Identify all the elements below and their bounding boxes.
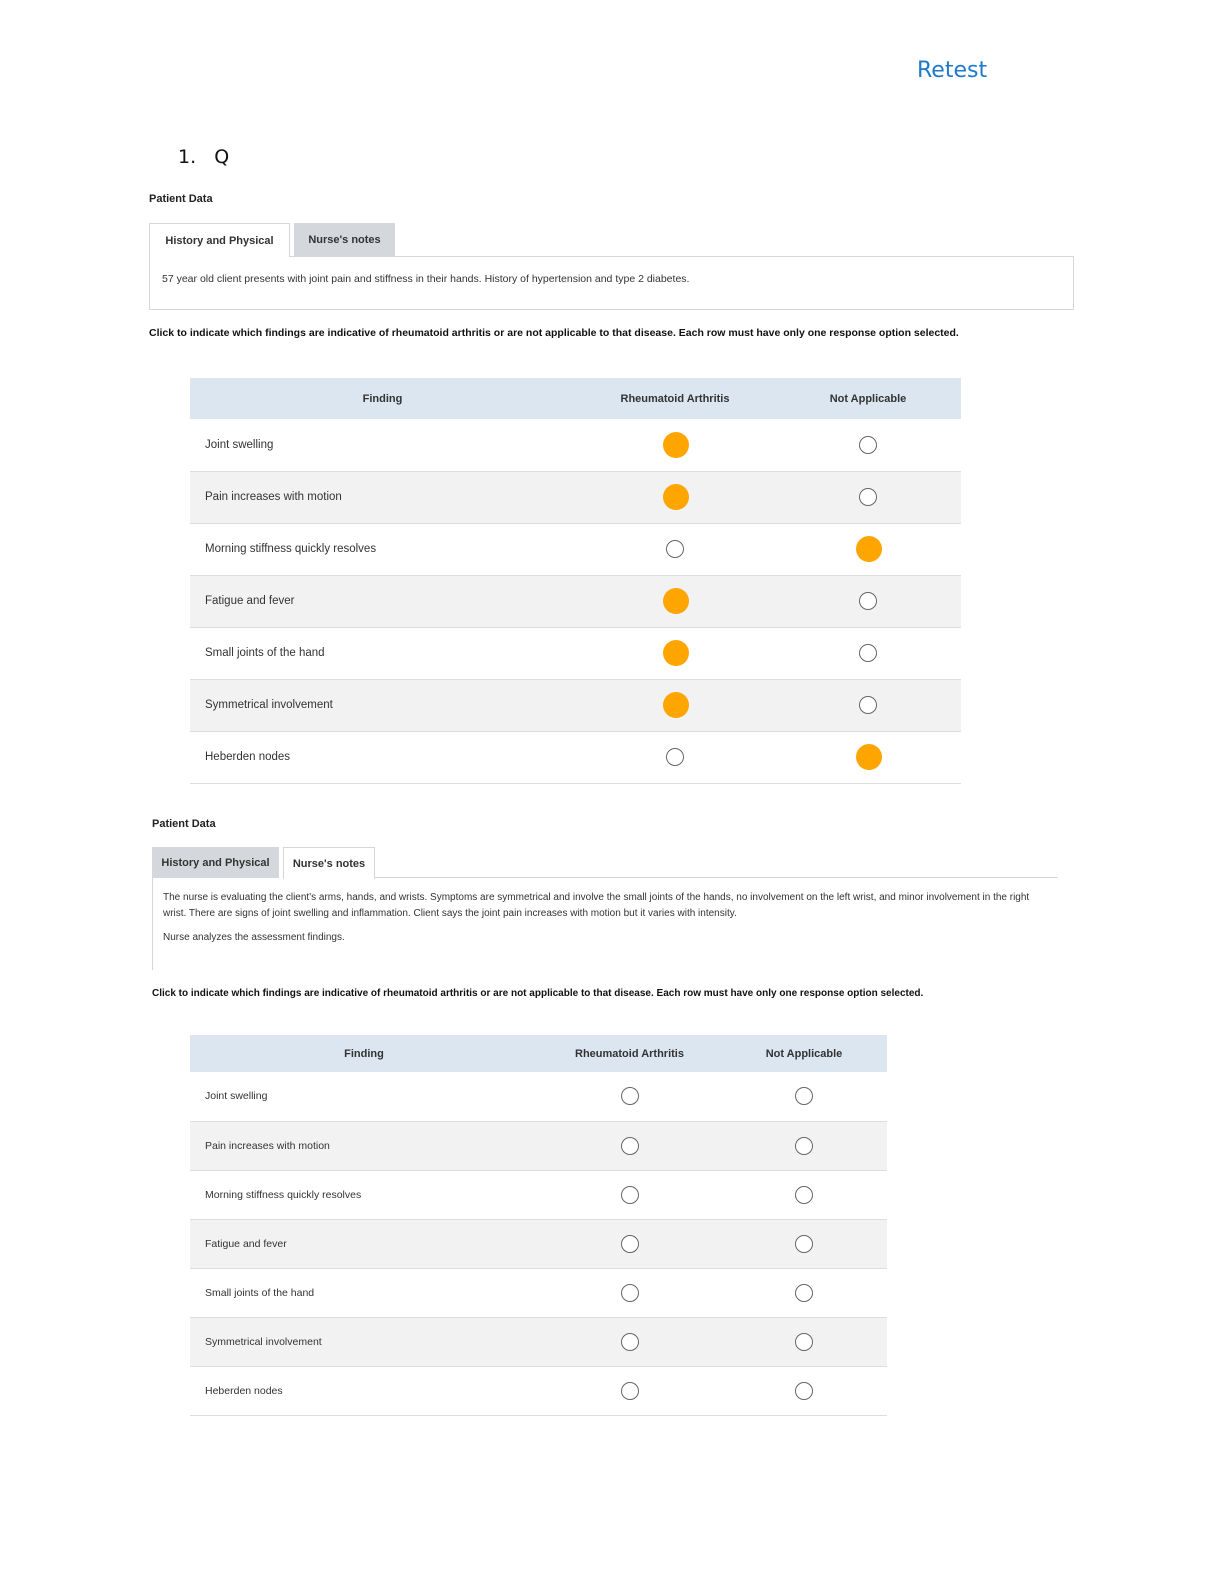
not-applicable-radio[interactable]: [795, 1284, 813, 1302]
not-applicable-radio[interactable]: [859, 696, 877, 714]
rheumatoid-arthritis-radio[interactable]: [666, 644, 684, 662]
nurses-notes-text: The nurse is evaluating the client's arms, hands, and wrists. Symptoms are symmetrical and involve the small joints of the hands, no involvement on the left wrist, and minor involvement in the right wrist. There are signs of joint swelling and inflammation. Client says the joint pain increases with motion but it varies with intensity.: [163, 892, 1030, 919]
selected-marker: [663, 692, 689, 718]
finding-label-heberden-nodes: Heberden nodes: [190, 731, 575, 783]
option-cell: [575, 679, 775, 731]
finding-label-pain-increases-with-motion: Pain increases with motion: [190, 471, 575, 523]
finding-label-morning-stiffness-quickly-resolves: Morning stiffness quickly resolves: [190, 523, 575, 575]
option-cell: [775, 679, 961, 731]
option-cell: [721, 1219, 887, 1268]
option-cell: [721, 1268, 887, 1317]
option-cell: [775, 627, 961, 679]
option-cell: [721, 1072, 887, 1121]
not-applicable-radio[interactable]: [859, 540, 877, 558]
option-cell: [538, 1219, 721, 1268]
option-cell: [575, 575, 775, 627]
option-cell: [721, 1366, 887, 1415]
not-applicable-radio[interactable]: [795, 1137, 813, 1155]
patient-data-panel: [149, 256, 1074, 310]
table-row: [190, 1072, 887, 1121]
table-row: [190, 575, 961, 627]
patient-data-title: Patient Data: [149, 193, 213, 205]
header-finding: Finding: [190, 378, 575, 419]
option-cell: [538, 1072, 721, 1121]
option-cell: [721, 1121, 887, 1170]
option-cell: [575, 523, 775, 575]
option-cell: [575, 419, 775, 471]
header-rheumatoid-arthritis: Rheumatoid Arthritis: [538, 1035, 721, 1072]
rheumatoid-arthritis-radio[interactable]: [666, 540, 684, 558]
finding-label-small-joints-of-the-hand: Small joints of the hand: [190, 1268, 538, 1317]
instruction-text: Click to indicate which findings are indicative of rheumatoid arthritis or are not applicable to that disease. Each row must have only one response option selected.: [149, 327, 959, 339]
tab-history-and-physical[interactable]: History and Physical: [149, 223, 290, 257]
not-applicable-radio[interactable]: [859, 644, 877, 662]
header-rheumatoid-arthritis: Rheumatoid Arthritis: [575, 378, 775, 419]
findings-matrix: [190, 378, 961, 784]
not-applicable-radio[interactable]: [795, 1382, 813, 1400]
rheumatoid-arthritis-radio[interactable]: [666, 748, 684, 766]
finding-label-joint-swelling: Joint swelling: [190, 1072, 538, 1121]
retest-link[interactable]: Retest: [917, 58, 988, 83]
rheumatoid-arthritis-radio[interactable]: [621, 1382, 639, 1400]
option-cell: [775, 471, 961, 523]
rheumatoid-arthritis-radio[interactable]: [666, 436, 684, 454]
not-applicable-radio[interactable]: [795, 1186, 813, 1204]
not-applicable-radio[interactable]: [859, 488, 877, 506]
history-text: 57 year old client presents with joint pain and stiffness in their hands. History of hypertension and type 2 diabetes.: [162, 273, 690, 285]
selected-marker: [663, 640, 689, 666]
option-cell: [775, 731, 961, 783]
not-applicable-radio[interactable]: [859, 592, 877, 610]
table-row: [190, 419, 961, 471]
selected-marker: [856, 536, 882, 562]
table-row: [190, 679, 961, 731]
rheumatoid-arthritis-radio[interactable]: [666, 696, 684, 714]
rheumatoid-arthritis-radio[interactable]: [621, 1087, 639, 1105]
rheumatoid-arthritis-radio[interactable]: [621, 1235, 639, 1253]
rheumatoid-arthritis-radio[interactable]: [666, 592, 684, 610]
not-applicable-radio[interactable]: [795, 1333, 813, 1351]
question-number: 1.: [178, 146, 197, 168]
finding-label-symmetrical-involvement: Symmetrical involvement: [190, 1317, 538, 1366]
selected-marker: [663, 432, 689, 458]
option-cell: [775, 523, 961, 575]
table-row: [190, 1121, 887, 1170]
instruction-text: Click to indicate which findings are indicative of rheumatoid arthritis or are not applicable to that disease. Each row must have only one response option selected.: [152, 988, 924, 999]
patient-data-panel: [152, 878, 1058, 970]
option-cell: [538, 1170, 721, 1219]
rheumatoid-arthritis-radio[interactable]: [621, 1333, 639, 1351]
table-row: [190, 1366, 887, 1415]
patient-data-title: Patient Data: [152, 818, 216, 830]
option-cell: [775, 575, 961, 627]
finding-label-fatigue-and-fever: Fatigue and fever: [190, 1219, 538, 1268]
table-row: [190, 1268, 887, 1317]
selected-marker: [856, 744, 882, 770]
question-heading: [178, 146, 229, 168]
option-cell: [721, 1170, 887, 1219]
rheumatoid-arthritis-radio[interactable]: [621, 1186, 639, 1204]
table-row: [190, 627, 961, 679]
option-cell: [538, 1317, 721, 1366]
option-cell: [575, 471, 775, 523]
header-finding: Finding: [190, 1035, 538, 1072]
not-applicable-radio[interactable]: [859, 436, 877, 454]
table-row: [190, 523, 961, 575]
question-letter: Q: [214, 146, 230, 168]
finding-label-symmetrical-involvement: Symmetrical involvement: [190, 679, 575, 731]
finding-label-fatigue-and-fever: Fatigue and fever: [190, 575, 575, 627]
table-row: [190, 731, 961, 783]
option-cell: [575, 731, 775, 783]
finding-label-joint-swelling: Joint swelling: [190, 419, 575, 471]
tab-nurses-notes[interactable]: Nurse's notes: [294, 223, 395, 257]
finding-label-morning-stiffness-quickly-resolves: Morning stiffness quickly resolves: [190, 1170, 538, 1219]
rheumatoid-arthritis-radio[interactable]: [666, 488, 684, 506]
option-cell: [775, 419, 961, 471]
finding-label-pain-increases-with-motion: Pain increases with motion: [190, 1121, 538, 1170]
option-cell: [575, 627, 775, 679]
nurses-notes-text-2: Nurse analyzes the assessment findings.: [163, 932, 345, 943]
selected-marker: [663, 484, 689, 510]
header-not-applicable: Not Applicable: [721, 1035, 887, 1072]
not-applicable-radio[interactable]: [795, 1087, 813, 1105]
option-cell: [538, 1121, 721, 1170]
selected-marker: [663, 588, 689, 614]
findings-matrix: [190, 1035, 887, 1416]
tab-nurses-notes[interactable]: Nurse's notes: [283, 847, 375, 879]
not-applicable-radio[interactable]: [859, 748, 877, 766]
tab-history-and-physical[interactable]: History and Physical: [152, 847, 279, 878]
not-applicable-radio[interactable]: [795, 1235, 813, 1253]
finding-label-small-joints-of-the-hand: Small joints of the hand: [190, 627, 575, 679]
option-cell: [538, 1366, 721, 1415]
rheumatoid-arthritis-radio[interactable]: [621, 1284, 639, 1302]
table-row: [190, 1219, 887, 1268]
header-not-applicable: Not Applicable: [775, 378, 961, 419]
table-row: [190, 471, 961, 523]
finding-label-heberden-nodes: Heberden nodes: [190, 1366, 538, 1415]
table-row: [190, 1317, 887, 1366]
rheumatoid-arthritis-radio[interactable]: [621, 1137, 639, 1155]
option-cell: [538, 1268, 721, 1317]
table-row: [190, 1170, 887, 1219]
option-cell: [721, 1317, 887, 1366]
